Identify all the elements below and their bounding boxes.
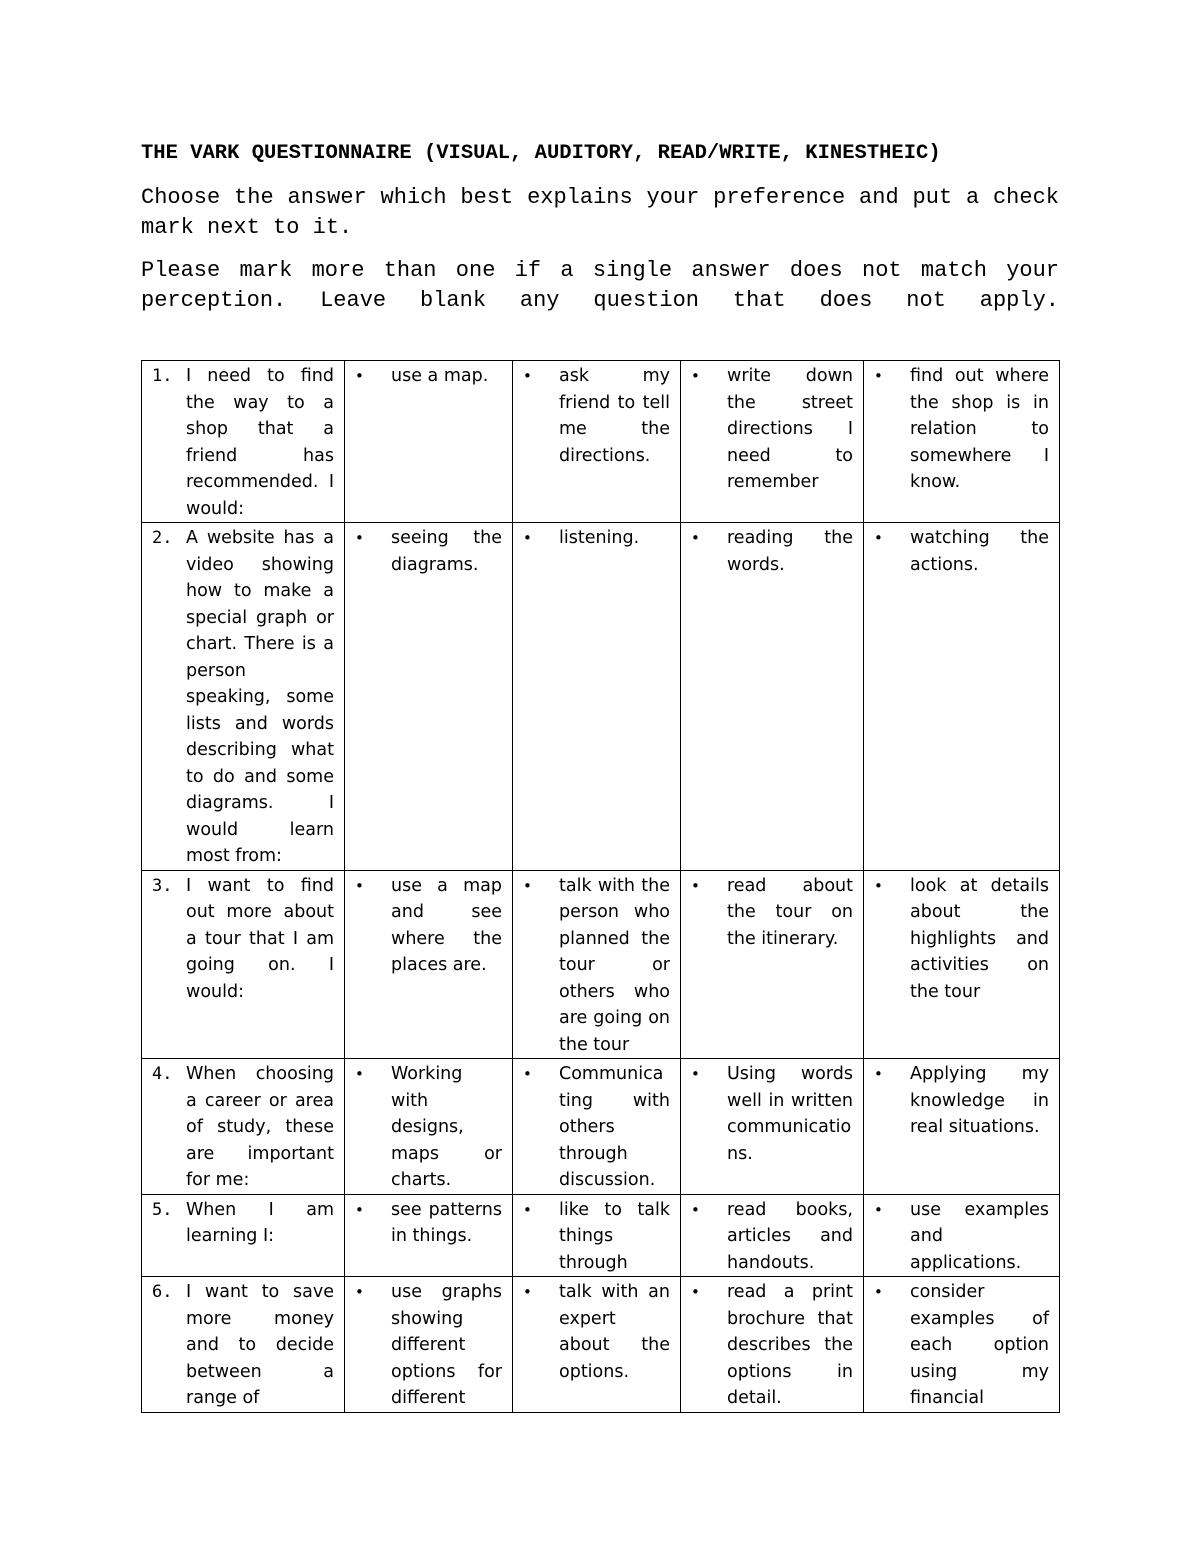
option-text: talk with the person who planned the tour or others who are going on the tour [559, 875, 670, 1055]
bullet-icon: • [523, 1200, 532, 1219]
option-cell-auditory[interactable] [513, 870, 681, 1059]
option-cell-kinesthetic[interactable] [864, 1194, 1060, 1277]
option-text: ask my friend to tell me the directions. [559, 366, 670, 466]
option-text: read about the tour on the itinerary. [727, 875, 853, 949]
option-cell-kinesthetic[interactable] [864, 361, 1060, 523]
option-text: Applying my knowledge in real situations. [910, 1064, 1049, 1137]
bullet-icon: • [523, 1065, 532, 1083]
question-row-1 [142, 361, 1060, 523]
question-row-3 [142, 870, 1060, 1059]
option-cell-visual[interactable] [345, 523, 513, 871]
question-row-5 [142, 1194, 1060, 1277]
question-number: 5. [152, 1199, 173, 1220]
option-cell-auditory[interactable] [513, 523, 681, 871]
option-cell-kinesthetic[interactable] [864, 1059, 1060, 1195]
option-text: use graphs showing different options for different [391, 1282, 502, 1408]
instruction-paragraph-1: Choose the answer which best explains your preference and put a check mark next to it. [141, 185, 1059, 240]
question-cell [142, 1194, 345, 1277]
bullet-icon: • [874, 1283, 883, 1301]
bullet-icon: • [874, 367, 883, 385]
option-cell-kinesthetic[interactable] [864, 870, 1060, 1059]
option-cell-read-write[interactable] [681, 361, 864, 523]
question-row-4 [142, 1059, 1060, 1195]
option-text: like to talk things through [559, 1199, 670, 1273]
option-text: Communica ting with others through discussion. [559, 1064, 670, 1190]
option-text: Using words well in written communicatio ns. [727, 1064, 853, 1164]
option-text: consider examples of each option using my financial [910, 1282, 1049, 1408]
option-cell-visual[interactable] [345, 361, 513, 523]
option-cell-visual[interactable] [345, 1277, 513, 1413]
option-cell-auditory[interactable] [513, 1194, 681, 1277]
option-text: use a map. [391, 366, 489, 386]
option-cell-visual[interactable] [345, 1194, 513, 1277]
option-text: use a map and see where the places are. [391, 875, 502, 975]
question-number: 4. [152, 1064, 173, 1084]
question-text: A website has a video showing how to make a special graph or chart. There is a person speaking, some lists and words describing what to do and some diagrams. I would learn most from: [186, 528, 334, 866]
bullet-icon: • [355, 1283, 364, 1301]
option-cell-read-write[interactable] [681, 1194, 864, 1277]
bullet-icon: • [874, 1065, 883, 1083]
bullet-icon: • [355, 529, 364, 547]
option-text: read books, articles and handouts. [727, 1199, 853, 1273]
bullet-icon: • [691, 1065, 700, 1083]
question-cell [142, 870, 345, 1059]
bullet-icon: • [355, 367, 364, 385]
bullet-icon: • [691, 1283, 700, 1301]
bullet-icon: • [523, 1283, 532, 1301]
option-cell-read-write[interactable] [681, 1277, 864, 1413]
question-row-6 [142, 1277, 1060, 1413]
option-cell-visual[interactable] [345, 1059, 513, 1195]
bullet-icon: • [355, 876, 364, 895]
option-text: talk with an expert about the options. [559, 1282, 670, 1382]
option-cell-kinesthetic[interactable] [864, 523, 1060, 871]
option-text: seeing the diagrams. [391, 528, 502, 575]
option-cell-kinesthetic[interactable] [864, 1277, 1060, 1413]
option-cell-visual[interactable] [345, 870, 513, 1059]
option-cell-auditory[interactable] [513, 1059, 681, 1195]
option-cell-read-write[interactable] [681, 870, 864, 1059]
bullet-icon: • [523, 529, 532, 547]
bullet-icon: • [691, 367, 700, 385]
option-text: Working with designs, maps or charts. [391, 1064, 502, 1190]
option-text: watching the actions. [910, 528, 1049, 575]
option-text: reading the words. [727, 528, 853, 575]
bullet-icon: • [691, 876, 700, 895]
bullet-icon: • [874, 529, 883, 547]
question-text: I want to save more money and to decide between a range of [186, 1282, 334, 1408]
bullet-icon: • [874, 876, 883, 895]
question-text: When choosing a career or area of study, these are important for me: [186, 1064, 334, 1190]
question-number: 6. [152, 1282, 173, 1302]
bullet-icon: • [691, 529, 700, 547]
option-text: listening. [559, 528, 640, 548]
bullet-icon: • [523, 367, 532, 385]
question-cell [142, 361, 345, 523]
bullet-icon: • [874, 1200, 883, 1219]
question-cell [142, 1277, 345, 1413]
bullet-icon: • [355, 1200, 364, 1219]
question-text: I need to find the way to a shop that a friend has recommended. I would: [186, 366, 334, 519]
option-cell-read-write[interactable] [681, 1059, 864, 1195]
bullet-icon: • [691, 1200, 700, 1219]
question-number: 3. [152, 875, 173, 896]
bullet-icon: • [355, 1065, 364, 1083]
question-number: 2. [152, 528, 173, 548]
question-cell [142, 523, 345, 871]
option-text: write down the street directions I need to remember [727, 366, 853, 492]
option-cell-auditory[interactable] [513, 1277, 681, 1413]
option-text: find out where the shop is in relation to somewhere I know. [910, 366, 1049, 492]
questionnaire-table [141, 360, 1060, 1413]
option-cell-read-write[interactable] [681, 523, 864, 871]
option-text: see patterns in things. [391, 1199, 502, 1246]
option-text: look at details about the highlights and activities on the tour [910, 875, 1049, 1002]
bullet-icon: • [523, 876, 532, 895]
question-cell [142, 1059, 345, 1195]
question-text: When I am learning I: [186, 1199, 334, 1246]
question-row-2 [142, 523, 1060, 871]
document-title: THE VARK QUESTIONNAIRE (VISUAL, AUDITORY, READ/WRITE, KINESTHEIC) [141, 142, 941, 165]
instruction-paragraph-2: Please mark more than one if a single answer does not match your perception. Leave blank any question that does not apply. [141, 258, 1059, 313]
option-cell-auditory[interactable] [513, 361, 681, 523]
option-text: read a print brochure that describes the options in detail. [727, 1282, 853, 1408]
option-text: use examples and applications. [910, 1199, 1049, 1273]
question-number: 1. [152, 366, 173, 386]
question-text: I want to find out more about a tour that I am going on. I would: [186, 875, 334, 1002]
